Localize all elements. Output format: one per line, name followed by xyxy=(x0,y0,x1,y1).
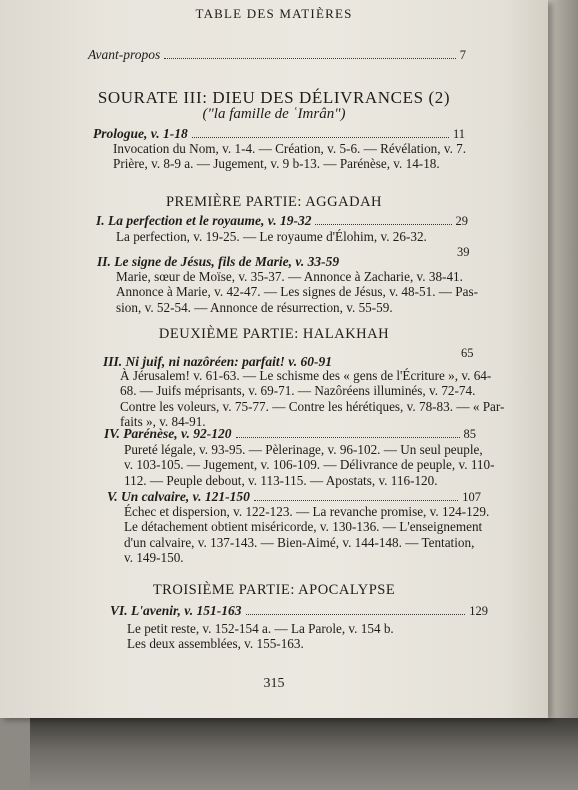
detail-line: 68. — Juifs méprisants, v. 69-71. — Nazôréens illuminés, v. 72-74. xyxy=(120,383,476,399)
book-page-edges xyxy=(548,0,578,718)
detail-line: Contre les voleurs, v. 75-77. — Contre les hérétiques, v. 78-83. — « Par- xyxy=(120,398,505,414)
sourate-title: SOURATE III: DIEU DES DÉLIVRANCES (2) xyxy=(97,88,451,107)
part-heading: DEUXIÈME PARTIE: HALAKHAH xyxy=(158,326,390,342)
detail-line: faits », v. 84-91. xyxy=(120,414,206,430)
toc-entry-details xyxy=(124,504,489,566)
toc-entry-page: 39 xyxy=(457,245,470,259)
toc-entry-title: II. Le signe de Jésus, fils de Marie, v. 33-59 xyxy=(97,254,340,269)
toc-entry-page: 85 xyxy=(463,427,476,441)
background-shadow xyxy=(30,718,578,790)
dot-leader xyxy=(315,224,451,225)
toc-entry-page: 11 xyxy=(452,127,465,141)
toc-entry-chapter-4 xyxy=(104,426,476,442)
part-heading: TROISIÈME PARTIE: APOCALYPSE xyxy=(152,582,396,598)
detail-line: La perfection, v. 19-25. — Le royaume d'Élohim, v. 26-32. xyxy=(116,229,427,244)
toc-entry-details xyxy=(116,269,478,315)
toc-entry-page: 65 xyxy=(461,346,474,360)
detail-line: sion, v. 52-54. — Annonce de résurrection, v. 55-59. xyxy=(116,299,393,315)
toc-entry-title: Avant-propos xyxy=(88,47,161,62)
toc-entry-title: V. Un calvaire, v. 121-150 xyxy=(107,489,250,504)
dot-leader xyxy=(192,137,449,138)
part-heading: PREMIÈRE PARTIE: AGGADAH xyxy=(165,194,383,210)
toc-entry-title: VI. L'avenir, v. 151-163 xyxy=(110,603,242,618)
toc-entry-details xyxy=(116,229,427,244)
dot-leader xyxy=(254,500,458,501)
toc-entry-title: I. La perfection et le royaume, v. 19-32 xyxy=(96,213,312,228)
toc-entry-details xyxy=(127,621,394,652)
toc-entry-title: IV. Parénèse, v. 92-120 xyxy=(104,426,232,441)
toc-entry-chapter-2 xyxy=(97,254,397,270)
sourate-subtitle: ("la famille de ʿImrân") xyxy=(202,106,346,122)
page-number: 315 xyxy=(263,676,285,691)
toc-entry-avant-propos xyxy=(88,47,466,63)
dot-leader xyxy=(236,437,460,438)
running-header: TABLE DES MATIÈRES xyxy=(195,6,353,21)
toc-entry-prologue xyxy=(93,126,465,142)
dot-leader xyxy=(164,58,456,59)
toc-entry-page: 29 xyxy=(455,214,468,228)
detail-line: Échec et dispersion, v. 122-123. — La revanche promise, v. 124-129. xyxy=(124,504,490,519)
detail-line: d'un calvaire, v. 137-143. — Bien-Aimé, v. 144-148. — Tentation, xyxy=(124,534,475,550)
toc-entry-title: Prologue, v. 1-18 xyxy=(93,126,188,141)
toc-entry-title: III. Ni juif, ni nazôréen: parfait! v. 60-91 xyxy=(103,354,333,369)
detail-line: v. 149-150. xyxy=(124,550,184,566)
toc-entry-details xyxy=(120,368,504,430)
detail-line: v. 103-105. — Jugement, v. 106-109. — Délivrance de peuple, v. 110- xyxy=(124,457,495,473)
detail-line: Le petit reste, v. 152-154 a. — La Parole, v. 154 b. xyxy=(127,621,394,636)
toc-entry-details xyxy=(124,442,495,488)
detail-line: Annonce à Marie, v. 42-47. — Les signes de Jésus, v. 48-51. — Pas- xyxy=(116,284,478,300)
toc-entry-page: 107 xyxy=(462,490,481,504)
dot-leader xyxy=(246,614,466,615)
toc-entry-details xyxy=(113,141,466,172)
toc-entry-chapter-1 xyxy=(96,213,468,229)
detail-line: À Jérusalem! v. 61-63. — Le schisme des « gens de l'Écriture », v. 64- xyxy=(120,368,492,383)
toc-entry-page: 7 xyxy=(459,48,466,62)
detail-line: Marie, sœur de Moïse, v. 35-37. — Annonce à Zacharie, v. 38-41. xyxy=(116,269,463,284)
toc-entry-chapter-6 xyxy=(110,603,488,619)
detail-line: 112. — Peuple debout, v. 113-115. — Apostats, v. 116-120. xyxy=(124,472,438,488)
detail-line: Prière, v. 8-9 a. — Jugement, v. 9 b-13. — Parénèse, v. 14-18. xyxy=(113,156,440,172)
detail-line: Invocation du Nom, v. 1-4. — Création, v. 5-6. — Révélation, v. 7. xyxy=(113,141,467,156)
toc-entry-chapter-5 xyxy=(107,489,481,505)
detail-line: Pureté légale, v. 93-95. — Pèlerinage, v. 96-102. — Un seul peuple, xyxy=(124,442,483,457)
toc-entry-page: 129 xyxy=(469,604,488,618)
detail-line: Les deux assemblées, v. 155-163. xyxy=(127,636,304,652)
detail-line: Le détachement obtient miséricorde, v. 130-136. — L'enseignement xyxy=(124,519,483,535)
